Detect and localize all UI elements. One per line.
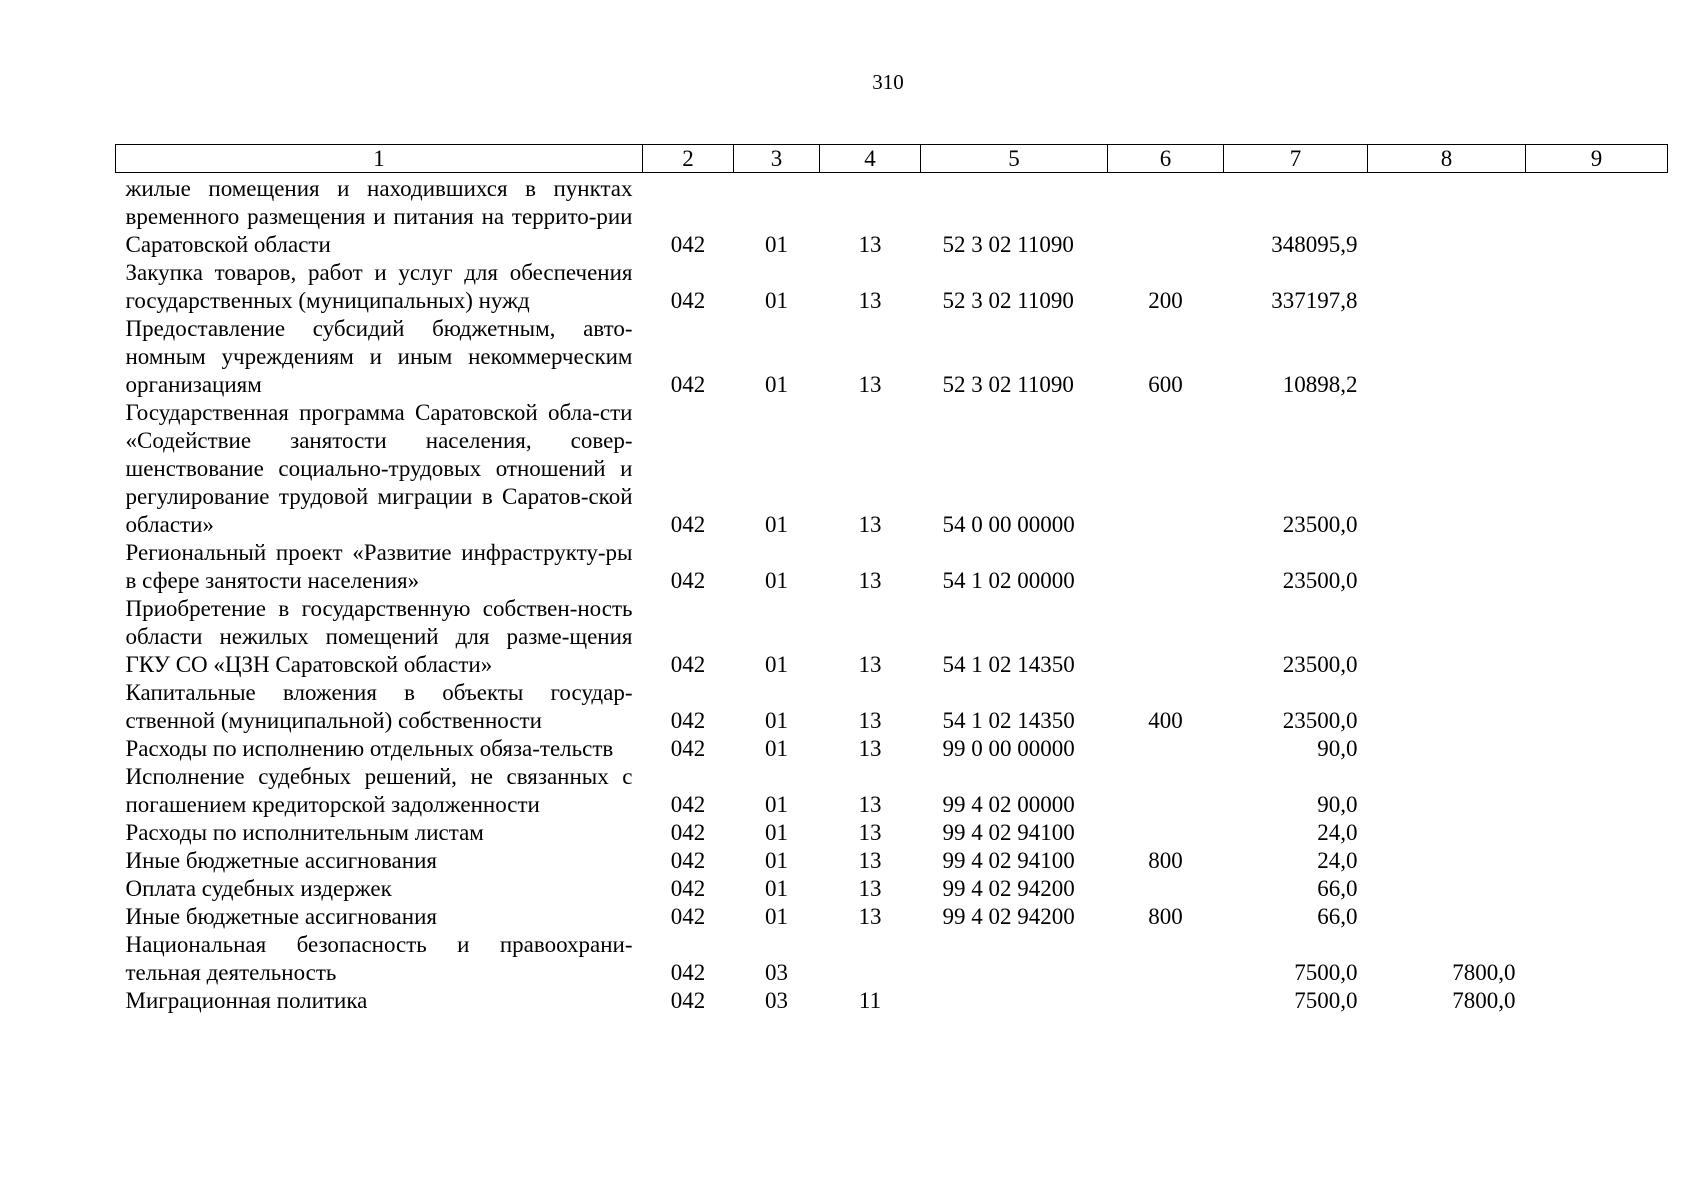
row-name: жилые помещения и находившихся в пунктах временного размещения и питания на террито-рии Саратовской области [125, 176, 633, 257]
row-amount-3 [1526, 987, 1668, 1015]
budget-table [115, 144, 1668, 1015]
table-row [116, 399, 1668, 539]
row-amount-1: 66,0 [1317, 876, 1358, 901]
row-subsection: 13 [858, 288, 882, 313]
row-amount-2 [1368, 819, 1526, 847]
row-expense-type: 800 [1148, 848, 1183, 873]
row-admin-code: 042 [670, 652, 706, 677]
row-expense-type [1108, 735, 1224, 763]
row-amount-3 [1526, 259, 1668, 315]
row-amount-1: 90,0 [1317, 736, 1358, 761]
row-name: Национальная безопасность и правоохрани-тельная деятельность [125, 932, 633, 985]
header-col-2: 2 [643, 145, 734, 173]
row-section: 03 [765, 960, 788, 985]
row-amount-3 [1526, 173, 1668, 260]
header-col-8: 8 [1368, 145, 1526, 173]
table-row [116, 595, 1668, 679]
table-row [116, 903, 1668, 931]
row-name: Иные бюджетные ассигнования [125, 904, 437, 929]
row-amount-2 [1368, 875, 1526, 903]
row-amount-2: 7800,0 [1452, 988, 1516, 1013]
row-expense-type: 200 [1148, 288, 1183, 313]
row-subsection: 13 [858, 372, 882, 397]
row-subsection: 13 [858, 792, 882, 817]
row-target-code: 54 0 00 00000 [942, 512, 1075, 537]
row-target-code: 54 1 02 14350 [942, 652, 1075, 677]
row-amount-3 [1526, 735, 1668, 763]
row-amount-3 [1526, 875, 1668, 903]
row-target-code: 54 1 02 14350 [942, 708, 1075, 733]
row-target-code: 99 4 02 94200 [942, 876, 1075, 901]
table-row [116, 259, 1668, 315]
row-subsection: 13 [858, 876, 882, 901]
row-section: 01 [765, 652, 788, 677]
row-amount-1: 24,0 [1317, 848, 1358, 873]
row-amount-1: 7500,0 [1294, 960, 1358, 985]
row-target-code: 54 1 02 00000 [942, 568, 1075, 593]
row-amount-1: 23500,0 [1282, 708, 1358, 733]
row-section: 01 [765, 288, 788, 313]
row-name: Региональный проект «Развитие инфраструкту-ры в сфере занятости населения» [125, 540, 633, 593]
header-col-3: 3 [734, 145, 820, 173]
row-amount-1: 337197,8 [1271, 288, 1358, 313]
row-amount-2 [1368, 315, 1526, 399]
row-subsection: 13 [858, 652, 882, 677]
table-row [116, 735, 1668, 763]
row-subsection: 13 [858, 232, 882, 257]
row-section: 01 [765, 512, 788, 537]
row-amount-1: 7500,0 [1294, 988, 1358, 1013]
header-col-9: 9 [1526, 145, 1668, 173]
row-subsection: 13 [858, 568, 882, 593]
row-amount-1: 348095,9 [1271, 232, 1358, 257]
row-subsection: 13 [858, 512, 882, 537]
row-expense-type [1108, 819, 1224, 847]
row-name: Миграционная политика [125, 988, 368, 1013]
row-amount-3 [1526, 539, 1668, 595]
page-number: 310 [872, 70, 904, 94]
table-header [116, 145, 1668, 173]
row-expense-type: 600 [1148, 372, 1183, 397]
row-name: Закупка товаров, работ и услуг для обеспечения государственных (муниципальных) нужд [125, 260, 633, 313]
row-section: 01 [765, 708, 788, 733]
table-row [116, 987, 1668, 1015]
row-target-code: 99 4 02 00000 [942, 792, 1075, 817]
row-amount-3 [1526, 819, 1668, 847]
row-amount-3 [1526, 847, 1668, 875]
row-target-code: 52 3 02 11090 [942, 288, 1074, 313]
row-admin-code: 042 [670, 736, 706, 761]
row-expense-type [1108, 987, 1224, 1015]
row-admin-code: 042 [670, 988, 706, 1013]
row-target-code: 99 4 02 94200 [942, 904, 1075, 929]
header-col-5: 5 [921, 145, 1108, 173]
row-subsection: 13 [858, 848, 882, 873]
row-section: 03 [765, 988, 788, 1013]
row-admin-code: 042 [670, 792, 706, 817]
row-admin-code: 042 [670, 372, 706, 397]
header-col-1: 1 [116, 145, 643, 173]
table-row [116, 763, 1668, 819]
row-amount-2 [1368, 847, 1526, 875]
row-amount-3 [1526, 595, 1668, 679]
row-name: Капитальные вложения в объекты государ-ственной (муниципальной) собственности [125, 680, 633, 733]
row-admin-code: 042 [670, 232, 706, 257]
row-amount-3 [1526, 763, 1668, 819]
header-col-7: 7 [1224, 145, 1368, 173]
row-admin-code: 042 [670, 820, 706, 845]
row-section: 01 [765, 876, 788, 901]
row-subsection: 13 [858, 820, 882, 845]
row-admin-code: 042 [670, 512, 706, 537]
table-body [116, 173, 1668, 1016]
row-subsection: 13 [858, 736, 882, 761]
header-row [116, 145, 1668, 173]
row-amount-3 [1526, 903, 1668, 931]
row-amount-2 [1368, 763, 1526, 819]
row-amount-1: 66,0 [1317, 904, 1358, 929]
row-admin-code: 042 [670, 960, 706, 985]
row-amount-2 [1368, 903, 1526, 931]
row-amount-1: 23500,0 [1282, 568, 1358, 593]
row-target-code [921, 931, 1108, 987]
header-col-6: 6 [1108, 145, 1224, 173]
row-expense-type [1108, 173, 1224, 260]
row-admin-code: 042 [670, 288, 706, 313]
row-name: Расходы по исполнительным листам [125, 820, 484, 845]
row-name: Исполнение судебных решений, не связанных с погашением кредиторской задолженности [125, 764, 633, 817]
row-admin-code: 042 [670, 904, 706, 929]
row-target-code: 99 4 02 94100 [942, 848, 1075, 873]
row-section: 01 [765, 820, 788, 845]
row-expense-type [1108, 875, 1224, 903]
row-amount-2 [1368, 539, 1526, 595]
row-amount-1: 10898,2 [1282, 372, 1358, 397]
table-row [116, 931, 1668, 987]
row-amount-2 [1368, 679, 1526, 735]
row-section: 01 [765, 792, 788, 817]
row-amount-1: 90,0 [1317, 792, 1358, 817]
row-subsection: 13 [858, 904, 882, 929]
row-expense-type [1108, 595, 1224, 679]
row-name: Оплата судебных издержек [125, 876, 392, 901]
row-target-code: 99 4 02 94100 [942, 820, 1075, 845]
row-expense-type [1108, 763, 1224, 819]
row-name: Предоставление субсидий бюджетным, авто-номным учреждениям и иным некоммерческим организациям [125, 316, 633, 397]
row-amount-1: 23500,0 [1282, 512, 1358, 537]
table-row [116, 875, 1668, 903]
row-amount-2 [1368, 259, 1526, 315]
table-row [116, 679, 1668, 735]
row-expense-type [1108, 931, 1224, 987]
row-amount-3 [1526, 315, 1668, 399]
row-section: 01 [765, 736, 788, 761]
row-section: 01 [765, 232, 788, 257]
row-expense-type: 400 [1148, 708, 1183, 733]
row-amount-1: 24,0 [1317, 820, 1358, 845]
row-section: 01 [765, 904, 788, 929]
row-section: 01 [765, 568, 788, 593]
row-subsection: 11 [858, 988, 882, 1013]
row-target-code: 52 3 02 11090 [942, 232, 1074, 257]
row-amount-3 [1526, 679, 1668, 735]
row-amount-1: 23500,0 [1282, 652, 1358, 677]
row-amount-2: 7800,0 [1452, 960, 1516, 985]
row-target-code: 52 3 02 11090 [942, 372, 1074, 397]
row-name: Приобретение в государственную собствен-ность области нежилых помещений для разме-щения ГКУ СО «ЦЗН Саратовской области» [125, 596, 633, 677]
table-row [116, 819, 1668, 847]
row-subsection: 13 [858, 708, 882, 733]
table-row [116, 539, 1668, 595]
row-target-code [921, 987, 1108, 1015]
row-name: Иные бюджетные ассигнования [125, 848, 437, 873]
row-amount-2 [1368, 595, 1526, 679]
row-subsection [820, 931, 921, 987]
row-target-code: 99 0 00 00000 [942, 736, 1075, 761]
row-amount-2 [1368, 399, 1526, 539]
table-row [116, 847, 1668, 875]
row-section: 01 [765, 848, 788, 873]
row-amount-2 [1368, 735, 1526, 763]
row-name: Расходы по исполнению отдельных обяза-тельств [125, 736, 614, 761]
row-section: 01 [765, 372, 788, 397]
table-row [116, 315, 1668, 399]
row-expense-type [1108, 539, 1224, 595]
row-expense-type: 800 [1148, 904, 1183, 929]
row-admin-code: 042 [670, 708, 706, 733]
row-amount-3 [1526, 931, 1668, 987]
row-amount-2 [1368, 173, 1526, 260]
row-admin-code: 042 [670, 848, 706, 873]
row-amount-3 [1526, 399, 1668, 539]
header-col-4: 4 [820, 145, 921, 173]
row-expense-type [1108, 399, 1224, 539]
table-row [116, 173, 1668, 260]
row-admin-code: 042 [670, 568, 706, 593]
row-name: Государственная программа Саратовской обла-сти «Содействие занятости населения, совер-шенствование социально-трудовых отношений и регулирование трудовой миграции в Саратов-ской области» [125, 400, 633, 537]
row-admin-code: 042 [670, 876, 706, 901]
